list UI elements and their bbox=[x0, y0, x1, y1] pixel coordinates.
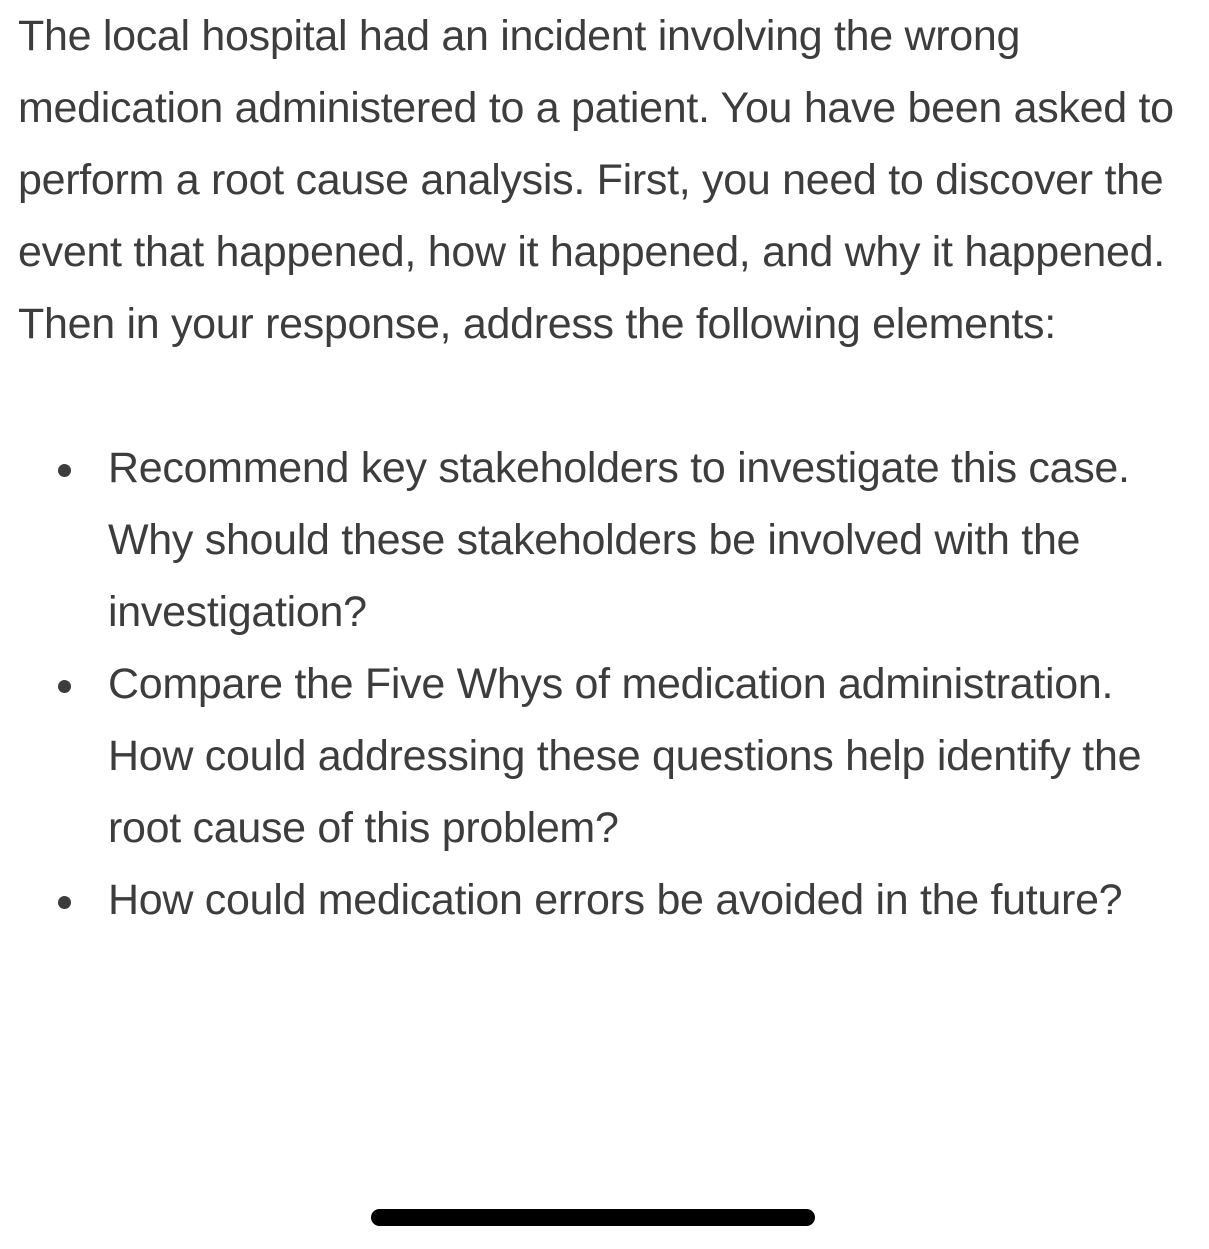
task-list bbox=[18, 432, 1198, 936]
intro-paragraph: The local hospital had an incident involving the wrong medication administered to a patient. You have been asked to perform a root cause analysis. First, you need to discover the event that happened, how it happened, and why it happened. Then in your response, address the following elements: bbox=[18, 12, 1174, 348]
bullet-icon bbox=[58, 464, 71, 477]
list-item bbox=[18, 432, 1198, 648]
list-item-text: Recommend key stakeholders to investigate this case. Why should these stakeholders be involved with the investigation? bbox=[108, 444, 1130, 636]
home-indicator-bar[interactable] bbox=[371, 1209, 815, 1226]
bullet-icon bbox=[58, 680, 71, 693]
list-item-text: Compare the Five Whys of medication administration. How could addressing these questions help identify the root cause of this problem? bbox=[108, 660, 1142, 852]
list-item-text: How could medication errors be avoided in the future? bbox=[108, 876, 1123, 924]
document-content bbox=[18, 0, 1198, 936]
list-item bbox=[18, 864, 1198, 936]
bullet-icon bbox=[58, 896, 71, 909]
list-item bbox=[18, 648, 1198, 864]
